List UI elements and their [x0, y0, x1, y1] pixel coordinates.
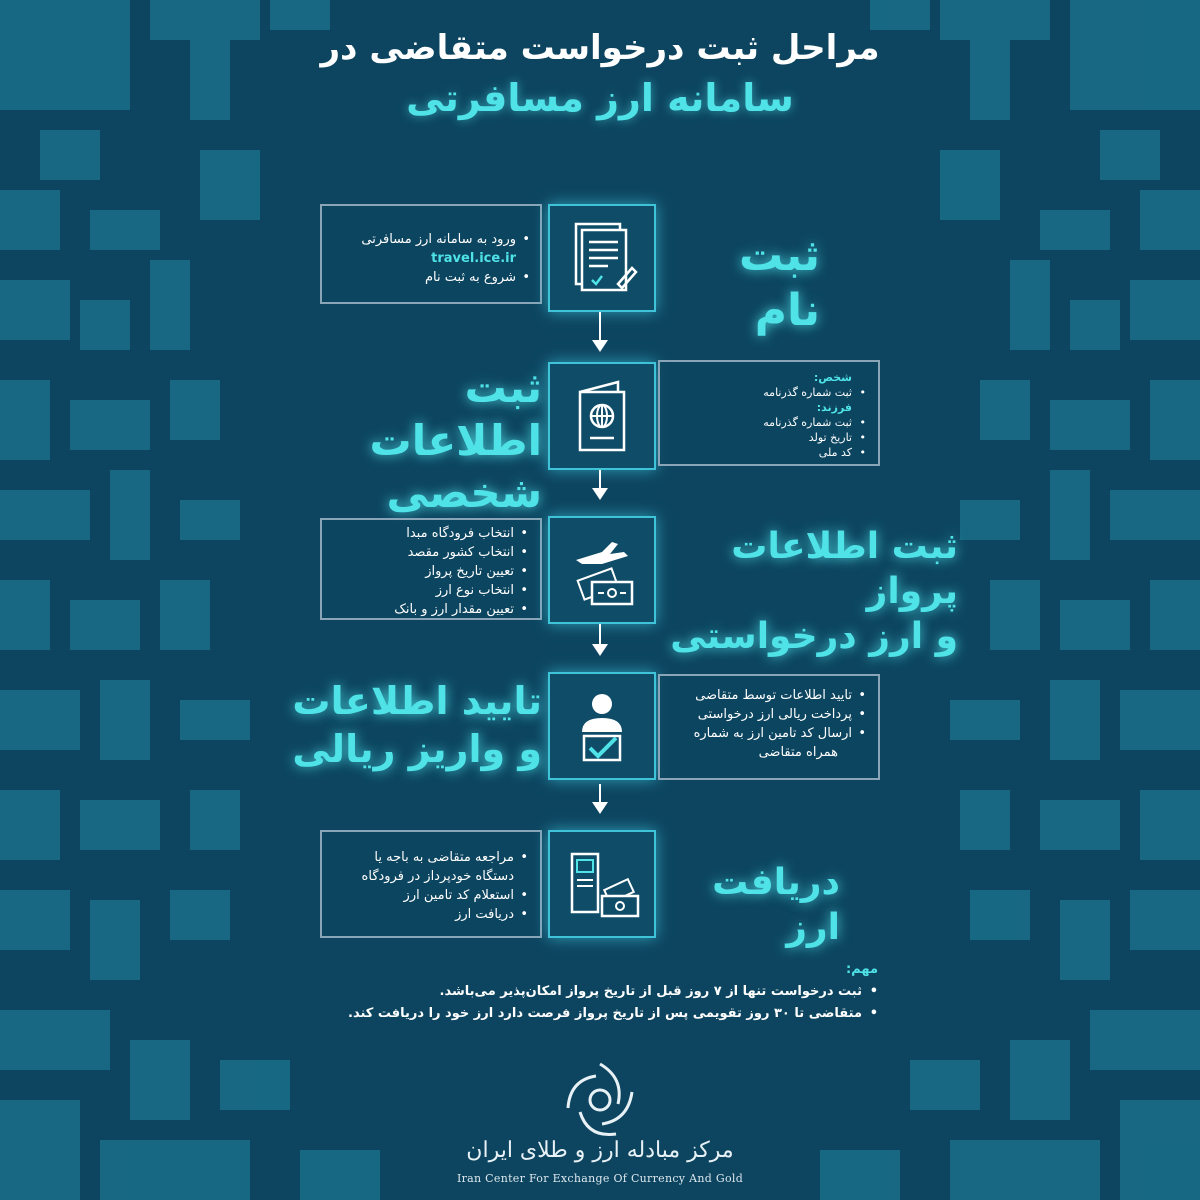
step1-icon-box: [548, 204, 656, 312]
step5-item: • استعلام کد تامین ارز: [322, 886, 528, 905]
note-item: • متقاضی تا ۳۰ روز تقویمی پس از تاریخ پرواز فرصت دارد ارز خود را دریافت کند.: [318, 1003, 878, 1025]
step4-item: • پرداخت ریالی ارز درخواستی: [660, 705, 866, 724]
step4-title-line1: تایید اطلاعات: [292, 679, 542, 723]
step2-icon-box: [548, 362, 656, 470]
step2-item: • تاریخ تولد: [660, 430, 866, 445]
arrow-down-icon: [592, 624, 608, 656]
page-subtitle: سامانه ارز مسافرتی: [406, 76, 794, 120]
step4-icon-box: [548, 672, 656, 780]
step3-title-line2: و ارز درخواستی: [670, 616, 958, 657]
step4-item: • ارسال کد تامین ارز به شماره: [660, 724, 866, 743]
passport-icon: [562, 376, 642, 456]
step5-icon-box: [548, 830, 656, 938]
step2-item: • ثبت شماره گذرنامه: [660, 385, 866, 400]
step2-title-line2: اطلاعات شخصی: [369, 415, 542, 517]
important-notes: [318, 962, 878, 1025]
org-name-en: Iran Center For Exchange Of Currency And Gold: [456, 1172, 744, 1185]
step5-item: • مراجعه متقاضی به باجه یا: [322, 848, 528, 867]
step3-item: • انتخاب کشور مقصد: [322, 543, 528, 562]
step2-sub1: شخص:: [813, 371, 852, 384]
step1-details-box: [320, 204, 542, 304]
step4-title: [280, 678, 542, 773]
user-check-icon: [562, 686, 642, 766]
step4-details-box: [658, 674, 880, 780]
step2-item: • ثبت شماره گذرنامه: [660, 415, 866, 430]
step2-details-box: [658, 360, 880, 466]
page-title: مراحل ثبت درخواست متقاضی در: [320, 28, 880, 68]
step1-item: • ورود به سامانه ارز مسافرتی: [322, 230, 530, 249]
step5-details-box: [320, 830, 542, 938]
step3-icon-box: [548, 516, 656, 624]
note-item: • ثبت درخواست تنها از ۷ روز قبل از تاریخ پرواز امکان‌پذیر می‌باشد.: [318, 981, 878, 1003]
step1-title: ثبت نام: [738, 230, 820, 336]
arrow-down-icon: [592, 784, 608, 814]
plane-money-icon: [562, 530, 642, 610]
step4-item: همراه متقاضی: [758, 745, 838, 760]
step3-item: • تعیین مقدار ارز و بانک: [322, 600, 528, 619]
step1-url: travel.ice.ir: [431, 251, 516, 266]
notes-title: مهم:: [845, 962, 878, 977]
step3-details-box: [320, 518, 542, 620]
step1-item: • شروع به ثبت نام: [322, 268, 530, 287]
org-logo-icon: [558, 1058, 642, 1142]
atm-cash-icon: [562, 844, 642, 924]
step3-title-line1: ثبت اطلاعات پرواز: [731, 526, 958, 612]
step2-sub2: فرزند:: [816, 401, 852, 414]
step3-title: [658, 524, 958, 659]
step2-title: [250, 362, 542, 520]
arrow-down-icon: [592, 312, 608, 352]
step3-item: • انتخاب فرودگاه مبدا: [322, 524, 528, 543]
step5-item: دستگاه خودپرداز در فرودگاه: [361, 869, 514, 884]
step3-item: • تعیین تاریخ پرواز: [322, 562, 528, 581]
step2-title-line1: ثبت: [464, 363, 542, 412]
document-sign-icon: [562, 218, 642, 298]
org-name-fa: مرکز مبادله ارز و طلای ایران: [466, 1138, 734, 1163]
step3-item: • انتخاب نوع ارز: [322, 581, 528, 600]
step4-item: • تایید اطلاعات توسط متقاضی: [660, 686, 866, 705]
arrow-down-icon: [592, 470, 608, 500]
step2-item: • کد ملی: [660, 445, 866, 460]
step5-item: • دریافت ارز: [322, 905, 528, 924]
step4-title-line2: و واریز ریالی: [292, 726, 542, 771]
step5-title: دریافت ارز: [712, 862, 840, 948]
